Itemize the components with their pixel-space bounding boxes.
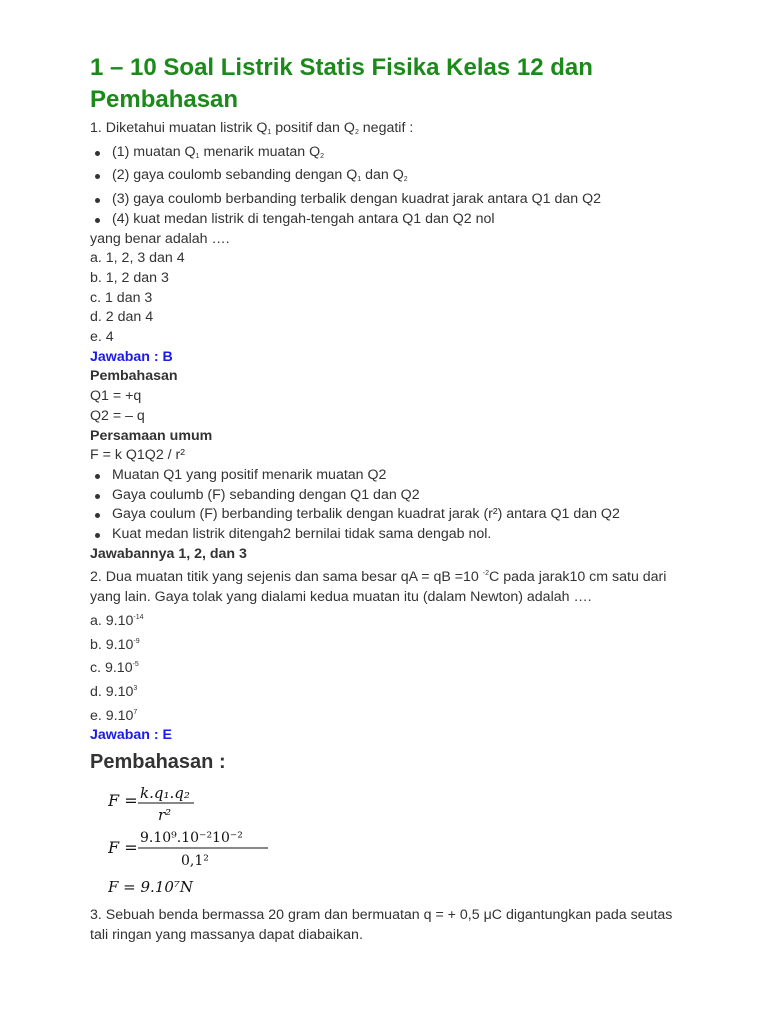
statement-text: menarik muatan Q bbox=[199, 143, 321, 160]
option-d: d. 2 dan 4 bbox=[90, 309, 154, 326]
option-base: a. 9.10 bbox=[90, 612, 134, 629]
list-item bbox=[112, 210, 690, 230]
option-exponent: 7 bbox=[133, 708, 138, 716]
q1-intro-subscript: 1 bbox=[267, 129, 272, 136]
option-exponent: -5 bbox=[132, 661, 139, 669]
q1-prompt: yang benar adalah …. bbox=[90, 230, 230, 247]
option-b: b. 1, 2 dan 3 bbox=[90, 269, 169, 286]
formula-lhs: F = bbox=[108, 838, 138, 858]
statement-text: (2) gaya coulomb sebanding dengan Q bbox=[112, 167, 358, 184]
formula-result: F = 9.10⁷N bbox=[108, 878, 194, 897]
option-c bbox=[90, 655, 690, 679]
list-item: Gaya coulum (F) berbanding terbalik dengan kuadrat jarak (r²) antara Q1 dan Q2 bbox=[112, 505, 690, 525]
statement-text: (4) kuat medan listrik di tengah-tengah antara Q1 dan Q2 nol bbox=[112, 210, 495, 227]
list-item bbox=[112, 190, 690, 210]
formula-image bbox=[108, 780, 328, 900]
formula-denominator: r² bbox=[158, 806, 172, 825]
q1-discussion-heading: Pembahasan bbox=[90, 368, 178, 385]
q2-charge-line: Q2 = – q bbox=[90, 407, 145, 424]
q1-points-list bbox=[90, 466, 690, 545]
option-base: c. 9.10 bbox=[90, 660, 133, 677]
q2-discussion-heading: Pembahasan : bbox=[90, 751, 226, 774]
list-item: Gaya coulumb (F) sebanding dengan Q1 dan Q2 bbox=[112, 486, 690, 506]
list-item bbox=[112, 166, 690, 190]
q1-intro bbox=[90, 119, 690, 143]
option-b bbox=[90, 632, 690, 656]
option-base: e. 9.10 bbox=[90, 707, 134, 724]
page-title: 1 – 10 Soal Listrik Statis Fisika Kelas 12 dan Pembahasan bbox=[90, 54, 593, 113]
q2-text-part: 2. Dua muatan titik yang sejenis dan sama besar qA = qB =10 bbox=[90, 569, 483, 586]
q2-text-part: C pada jarak10 cm satu dari yang lain. Gaya tolak yang dialami kedua muatan itu (dalam Newton) adalah …. bbox=[90, 569, 667, 606]
statement-text: (3) gaya coulomb berbanding terbalik dengan kuadrat jarak antara Q1 dan Q2 bbox=[112, 191, 601, 208]
option-a: a. 1, 2, 3 dan 4 bbox=[90, 250, 185, 267]
article bbox=[90, 52, 690, 946]
statement-text: (1) muatan Q bbox=[112, 143, 196, 160]
q1-intro-text: negatif : bbox=[358, 120, 414, 136]
option-c: c. 1 dan 3 bbox=[90, 289, 153, 306]
q2-text-exponent: -2 bbox=[482, 570, 489, 578]
formula-lhs: F = bbox=[108, 791, 138, 811]
q2-text bbox=[90, 564, 690, 607]
q1-intro-text: positif dan Q bbox=[271, 120, 355, 136]
q1-conclusion: Jawabannya 1, 2, dan 3 bbox=[90, 545, 247, 562]
q1-statement-list bbox=[90, 143, 690, 230]
q3-text: 3. Sebuah benda bermassa 20 gram dan bermuatan q = + 0,5 μC digantungkan pada seutas tali ringan yang massanya dapat diabaikan. bbox=[90, 907, 673, 943]
statement-subscript: 2 bbox=[320, 152, 325, 160]
formula-denominator: 0,1² bbox=[181, 853, 209, 870]
option-base: b. 9.10 bbox=[90, 636, 134, 653]
option-base: d. 9.10 bbox=[90, 683, 134, 700]
formula-numerator: k.q₁.q₂ bbox=[140, 784, 190, 803]
statement-subscript: 2 bbox=[403, 176, 408, 184]
statement-subscript: 1 bbox=[357, 176, 362, 184]
statement-text: dan Q bbox=[361, 167, 404, 184]
q1-intro-subscript: 2 bbox=[354, 129, 359, 136]
option-e bbox=[90, 703, 690, 727]
list-item bbox=[112, 143, 690, 167]
q2-answer: Jawaban : E bbox=[90, 727, 173, 744]
q1-intro-text: 1. Diketahui muatan listrik Q bbox=[90, 120, 268, 136]
general-equation-heading: Persamaan umum bbox=[90, 427, 213, 444]
option-e: e. 4 bbox=[90, 329, 114, 346]
formula-numerator: 9.10⁹.10⁻²10⁻² bbox=[140, 830, 243, 847]
option-exponent: -9 bbox=[133, 637, 140, 645]
q1-answer: Jawaban : B bbox=[90, 348, 173, 365]
list-item: Kuat medan listrik ditengah2 bernilai tidak sama dengab nol. bbox=[112, 525, 690, 545]
list-item: Muatan Q1 yang positif menarik muatan Q2 bbox=[112, 466, 690, 486]
option-a bbox=[90, 608, 690, 632]
coulomb-formula: F = k Q1Q2 / r² bbox=[90, 447, 185, 464]
option-exponent: -14 bbox=[133, 613, 144, 621]
statement-subscript: 1 bbox=[195, 152, 200, 160]
q1-charge-line: Q1 = +q bbox=[90, 388, 142, 405]
option-d bbox=[90, 679, 690, 703]
option-exponent: 3 bbox=[133, 684, 138, 692]
